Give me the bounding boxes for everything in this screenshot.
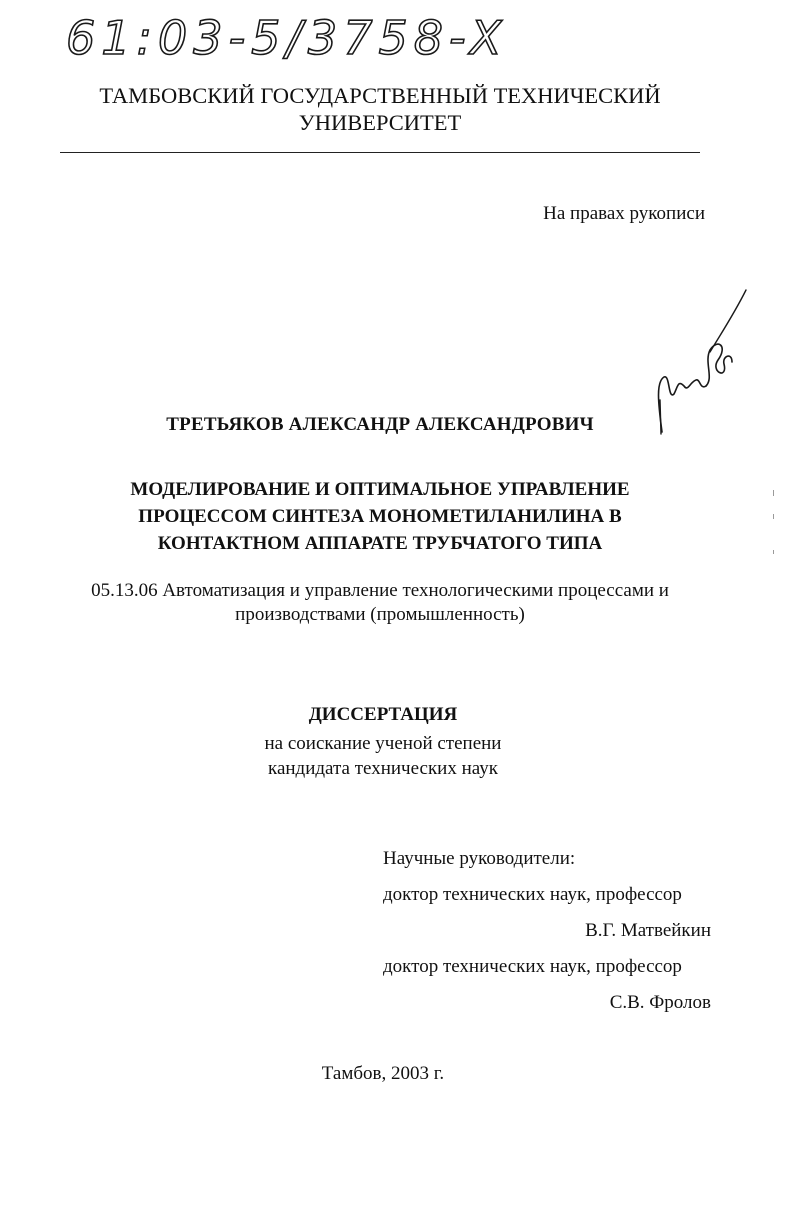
supervisor-1-name: В.Г. Матвейкин [585, 920, 711, 941]
supervisors-label: Научные руководители: [383, 848, 576, 869]
title-line-3: КОНТАКТНОМ АППАРАТЕ ТРУБЧАТОГО ТИПА [157, 533, 603, 554]
signature-stroke-loop [706, 344, 732, 386]
university-line-1: ТАМБОВСКИЙ ГОСУДАРСТВЕННЫЙ ТЕХНИЧЕСКИЙ [99, 83, 661, 108]
degree-line-1: на соискание ученой степени [264, 733, 502, 754]
specialty-line-1: 05.13.06 Автоматизация и управление технологическими процессами и [91, 580, 669, 601]
title-line-2: ПРОЦЕССОМ СИНТЕЗА МОНОМЕТИЛАНИЛИНА В [138, 506, 622, 527]
dissertation-heading: ДИССЕРТАЦИЯ [308, 704, 458, 725]
signature-stroke-tail [710, 290, 746, 352]
university-line-2: УНИВЕРСИТЕТ [298, 110, 462, 135]
scan-edge-mark [773, 490, 774, 496]
header-divider [60, 152, 700, 153]
supervisor-1-degree: доктор технических наук, профессор [383, 884, 682, 905]
specialty-line-2: производствами (промышленность) [235, 604, 525, 625]
university-name [60, 82, 700, 136]
degree-description [60, 731, 706, 781]
manuscript-note: На правах рукописи [543, 203, 705, 224]
supervisor-2-degree: доктор технических наук, профессор [383, 956, 682, 977]
scan-edge-mark [773, 514, 774, 519]
supervisor-2-name: С.В. Фролов [609, 992, 711, 1013]
handwritten-code-text: 61:03-5/3758-X [66, 11, 508, 65]
scan-edge-mark [773, 550, 774, 554]
author-name: ТРЕТЬЯКОВ АЛЕКСАНДР АЛЕКСАНДРОВИЧ [166, 414, 594, 435]
degree-line-2: кандидата технических наук [268, 758, 498, 779]
dissertation-title [60, 476, 700, 557]
handwritten-archive-code [62, 6, 582, 68]
title-line-1: МОДЕЛИРОВАНИЕ И ОПТИМАЛЬНОЕ УПРАВЛЕНИЕ [130, 479, 630, 500]
specialty-code [60, 579, 700, 627]
place-and-year: Тамбов, 2003 г. [321, 1063, 445, 1084]
